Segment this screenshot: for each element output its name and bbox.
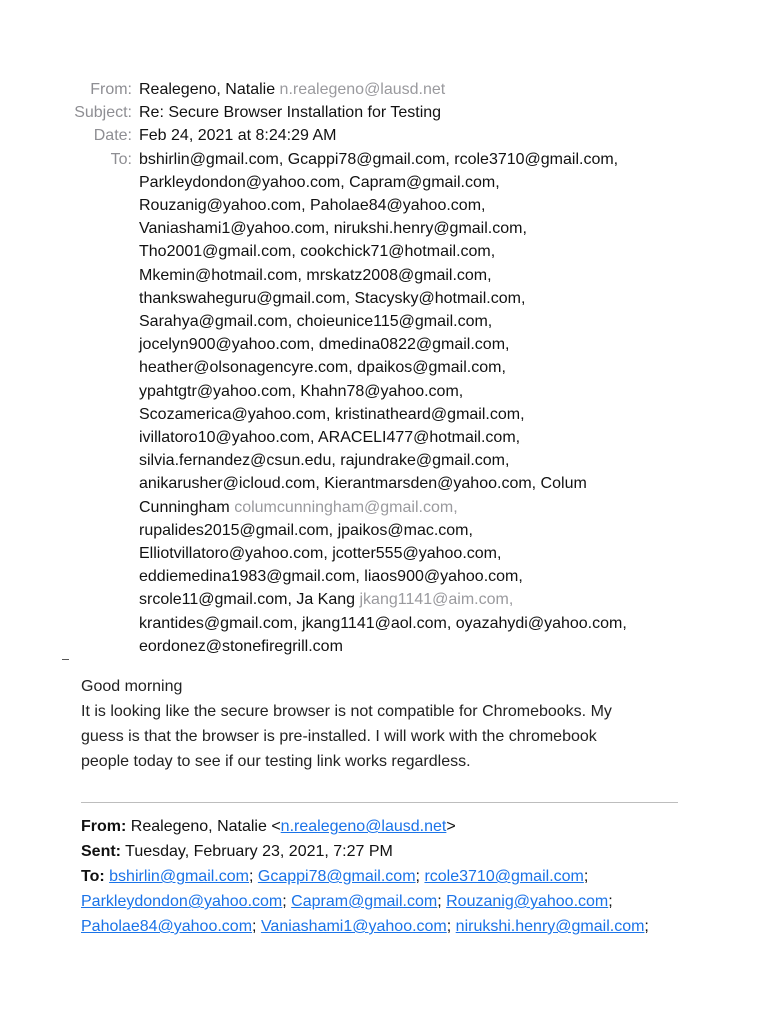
separator: ; (252, 918, 257, 935)
body-line: guess is that the browser is pre-installed. I will work with the chromebook (81, 728, 597, 745)
to-line: Parkleydondon@yahoo.com, Capram@gmail.com, (139, 173, 500, 191)
to-line: eordonez@stonefiregrill.com (139, 637, 343, 655)
recipient-link[interactable]: bshirlin@gmail.com (109, 868, 249, 885)
date-row (0, 124, 768, 147)
separator: ; (608, 893, 613, 910)
quoted-to-row-2 (81, 889, 701, 914)
to-label: To: (110, 150, 132, 168)
quoted-sent-value: Tuesday, February 23, 2021, 7:27 PM (125, 843, 393, 860)
to-line: ypahtgtr@yahoo.com, Khahn78@yahoo.com, (139, 382, 464, 400)
recipient-email[interactable]: jkang1141@aim.com, (359, 591, 514, 609)
body-line: people today to see if our testing link works regardless. (81, 753, 471, 770)
email-header (0, 78, 768, 658)
separator: ; (248, 868, 254, 885)
separator: ; (583, 868, 589, 885)
recipient-email[interactable]: columcunningham@gmail.com, (234, 498, 458, 516)
quoted-from-close: > (446, 818, 456, 835)
to-line (139, 588, 699, 611)
quoted-from-row (81, 814, 701, 839)
body-line: It is looking like the secure browser is not compatible for Chromebooks. My (81, 703, 612, 720)
separator-dash (62, 659, 69, 660)
quoted-to-row-1 (81, 864, 701, 889)
from-row (0, 78, 768, 101)
quoted-sent-label: Sent: (81, 843, 121, 860)
quoted-message-header (81, 814, 701, 939)
recipient-link[interactable]: Paholae84@yahoo.com (81, 918, 253, 935)
subject-label: Subject: (74, 104, 132, 122)
to-line: Vaniashami1@yahoo.com, nirukshi.henry@gmail.com, (139, 220, 527, 238)
recipient-link[interactable]: Rouzanig@yahoo.com (446, 893, 609, 910)
recipient-text: srcole11@gmail.com, Ja Kang (139, 591, 356, 609)
to-line: heather@olsonagencyre.com, dpaikos@gmail.com, (139, 359, 506, 377)
quoted-to-label: To: (81, 868, 105, 885)
date-label: Date: (93, 127, 132, 145)
quoted-from-label: From: (81, 818, 127, 835)
message-body (81, 674, 681, 774)
quoted-sent-row (81, 839, 701, 864)
from-label: From: (90, 81, 132, 98)
to-line: ivillatoro10@yahoo.com, ARACELI477@hotmail.com, (139, 429, 521, 447)
greeting: Good morning (81, 678, 183, 695)
recipient-name: Cunningham (139, 498, 230, 516)
to-line: Tho2001@gmail.com, cookchick71@hotmail.com, (139, 243, 496, 261)
date-value: Feb 24, 2021 at 8:24:29 AM (139, 127, 337, 145)
to-recipients (139, 148, 699, 658)
to-line (139, 496, 699, 519)
recipient-link[interactable]: Parkleydondon@yahoo.com (81, 893, 283, 910)
subject-row (0, 101, 768, 124)
subject-value: Re: Secure Browser Installation for Testing (139, 104, 442, 122)
quoted-to-row-3 (81, 914, 701, 939)
separator: ; (415, 868, 420, 885)
to-line: Rouzanig@yahoo.com, Paholae84@yahoo.com, (139, 197, 486, 215)
to-line: anikarusher@icloud.com, Kierantmarsden@yahoo.com, Colum (139, 475, 587, 493)
to-line: bshirlin@gmail.com, Gcappi78@gmail.com, rcole3710@gmail.com, (139, 150, 619, 168)
from-email[interactable]: n.realegeno@lausd.net (279, 81, 446, 98)
to-line: eddiemedina1983@gmail.com, liaos900@yahoo.com, (139, 568, 523, 586)
recipient-link[interactable]: Vaniashami1@yahoo.com (260, 918, 447, 935)
quoted-from-name: Realegeno, Natalie < (130, 818, 281, 835)
to-line: silvia.fernandez@csun.edu, rajundrake@gmail.com, (139, 452, 510, 470)
to-line: Scozamerica@yahoo.com, kristinatheard@gmail.com, (139, 405, 525, 423)
to-line: Mkemin@hotmail.com, mrskatz2008@gmail.com, (139, 266, 492, 284)
quote-divider (81, 802, 678, 803)
quoted-from-email-link[interactable]: n.realegeno@lausd.net (280, 818, 447, 835)
separator: ; (644, 918, 649, 935)
separator: ; (446, 918, 452, 935)
recipient-link[interactable]: rcole3710@gmail.com (424, 868, 584, 885)
recipient-link[interactable]: Gcappi78@gmail.com (257, 868, 416, 885)
recipient-link[interactable]: Capram@gmail.com (291, 893, 438, 910)
to-line: Sarahya@gmail.com, choieunice115@gmail.com, (139, 313, 493, 331)
from-name: Realegeno, Natalie (139, 81, 276, 98)
to-line: krantides@gmail.com, jkang1141@aol.com, oyazahydi@yahoo.com, (139, 614, 627, 632)
recipient-link[interactable]: nirukshi.henry@gmail.com (455, 918, 645, 935)
to-line: jocelyn900@yahoo.com, dmedina0822@gmail.com, (139, 336, 510, 354)
separator: ; (282, 893, 287, 910)
to-line: rupalides2015@gmail.com, jpaikos@mac.com, (139, 521, 473, 539)
to-row (0, 148, 768, 658)
separator: ; (437, 893, 442, 910)
to-line: Elliotvillatoro@yahoo.com, jcotter555@yahoo.com, (139, 545, 502, 563)
to-line: thankswaheguru@gmail.com, Stacysky@hotmail.com, (139, 289, 526, 307)
